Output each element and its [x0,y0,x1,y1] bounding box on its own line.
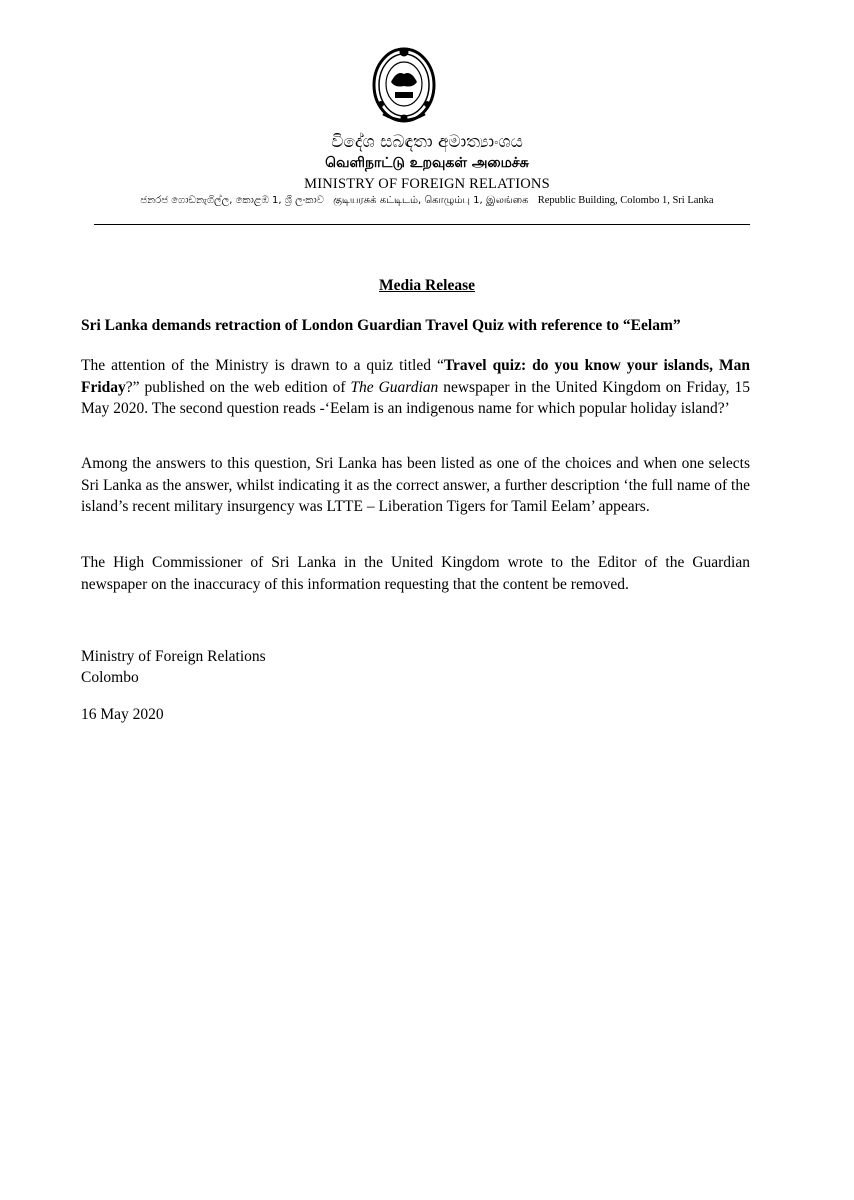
letterhead-sinhala: විදේශ සබඳතා අමාත්‍යාංශය [331,132,523,152]
quiz-title: Travel quiz: do you know your islands, Man Friday [81,357,750,396]
paragraph-2: Among the answers to this question, Sri Lanka has been listed as one of the choices and when one selects Sri Lanka as the answer, whilst indicating it as the correct answer, a further description ‘the full name of the island’s recent military insurgency was LTTE – Liberation Tigers for Tamil Eelam’ appears. [81,455,750,515]
paragraph-3: The High Commissioner of Sri Lanka in the United Kingdom wrote to the Editor of the Guardian newspaper on the inaccuracy of this information requesting that the content be removed. [81,554,750,593]
p1-before-title: The attention of the Ministry is drawn to a quiz titled “ [81,357,444,374]
paragraph-1 [81,355,750,420]
letterhead-tamil: வெளிநாட்டு உறவுகள் அமைச்சு [325,155,529,171]
p1-rest: newspaper in the United Kingdom on Friday, 15 May 2020. The second question reads -‘Eelam is an indigenous name for which popular holiday island?’ [81,378,750,417]
p1-after-title: ?” published on the web edition of [125,378,351,396]
newspaper-name: The Guardian [350,378,439,396]
address-english: Republic Building, Colombo 1, Sri Lanka [537,195,714,206]
letterhead-english: MINISTRY OF FOREIGN RELATIONS [304,176,550,192]
signature-city: Colombo [81,669,139,686]
letterhead-address [0,195,854,207]
release-heading: Media Release [379,277,475,294]
release-date: 16 May 2020 [81,706,164,723]
address-tamil: குடியரசுக் கட்டிடம், கொழும்பு 1, இலங்கை [333,195,529,206]
address-sinhala: ජනරජ ගොඩනැගිල්ල, කොළඹ 1, ශ්‍රී ලංකාව [140,195,324,206]
release-subject: Sri Lanka demands retraction of London Guardian Travel Quiz with reference to “Eelam” [81,317,681,334]
letterhead-divider [94,224,750,225]
sri-lanka-emblem-icon [369,44,439,126]
signature-ministry: Ministry of Foreign Relations [81,648,266,665]
